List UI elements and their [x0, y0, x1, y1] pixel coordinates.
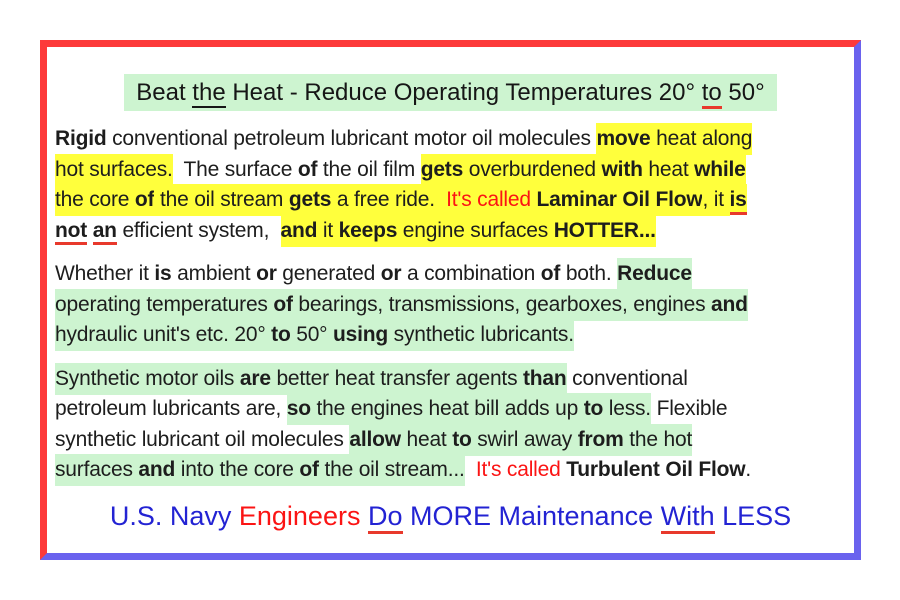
paragraph-reduce-temperatures	[55, 259, 854, 351]
paragraph-turbulent-oil-flow	[55, 364, 854, 486]
text-run: ambient	[171, 262, 257, 285]
text-line	[55, 155, 854, 186]
text-run: of	[299, 454, 318, 486]
text-line	[55, 364, 854, 395]
text-run: Synthetic motor oils	[55, 363, 240, 395]
text-run: are	[240, 363, 271, 395]
text-run: bearings, transmissions, gearboxes, engines	[293, 289, 711, 321]
title-highlight-text	[124, 74, 776, 111]
text-run: from	[578, 424, 624, 456]
text-run: the oil film	[317, 157, 421, 181]
text-run: MORE Maintenance	[402, 500, 661, 531]
text-run: than	[523, 363, 567, 395]
text-run: of	[297, 157, 318, 181]
text-run: efficient system,	[116, 218, 281, 242]
text-run: with	[602, 154, 643, 186]
text-run: U.S. Navy	[109, 500, 239, 531]
text-run: and	[281, 215, 318, 247]
text-run: surfaces	[55, 454, 138, 486]
text-run: 50°	[721, 79, 765, 106]
text-line	[55, 259, 854, 290]
text-run: the core	[55, 184, 135, 216]
text-run: conventional	[566, 366, 688, 390]
text-run: or	[380, 262, 402, 285]
text-run: into the core	[175, 454, 299, 486]
text-run: heat along	[651, 123, 753, 155]
text-run: keeps	[339, 215, 398, 247]
text-run	[87, 219, 93, 242]
text-run: Beat	[136, 79, 193, 106]
text-run: a combination	[401, 262, 541, 285]
text-line	[55, 216, 854, 247]
text-run: hot surfaces.	[55, 154, 173, 186]
text-run: a free ride.	[331, 184, 446, 216]
text-run: It's called	[446, 184, 536, 216]
text-run: to	[702, 79, 722, 109]
text-run: less.	[603, 393, 651, 425]
text-run: gets	[289, 184, 331, 216]
text-run: Rigid	[55, 127, 107, 150]
text-run: synthetic lubricants.	[388, 319, 574, 351]
text-run: using	[333, 319, 388, 351]
text-run: to	[271, 319, 290, 351]
text-run: petroleum lubricants are,	[55, 397, 287, 420]
text-run: Engineers	[238, 500, 361, 531]
double-color-border-frame	[40, 40, 861, 560]
text-run: better heat transfer agents	[271, 363, 523, 395]
text-run: the oil stream	[154, 184, 289, 216]
text-run: Turbulent Oil Flow	[566, 458, 746, 481]
text-run: HOTTER...	[554, 215, 656, 247]
text-line	[55, 394, 854, 425]
text-run: overburdened	[463, 154, 601, 186]
text-run: while	[694, 154, 746, 186]
text-run: Do	[368, 501, 403, 534]
text-run: is	[730, 184, 747, 215]
text-run: to	[584, 393, 603, 425]
text-run: the oil stream...	[319, 454, 465, 486]
text-run: allow	[349, 424, 401, 456]
text-run: The surface	[172, 157, 298, 181]
text-run: the	[192, 79, 226, 106]
text-run: synthetic lubricant oil molecules	[55, 427, 350, 451]
text-run: of	[273, 289, 292, 321]
text-line	[55, 425, 854, 456]
text-run: it	[317, 215, 338, 247]
text-run: 50°	[291, 319, 333, 351]
text-run: heat	[643, 154, 694, 186]
text-run: Flexible	[650, 397, 728, 420]
text-line	[55, 124, 854, 155]
text-run: so	[287, 393, 311, 425]
text-run: generated	[276, 262, 381, 285]
text-run: Whether it	[55, 262, 155, 285]
page-title	[55, 74, 846, 111]
text-run: , it	[702, 184, 729, 216]
text-run: the engines heat bill adds up	[311, 393, 584, 425]
text-run	[360, 501, 368, 531]
footer-slogan	[55, 499, 846, 533]
text-run: swirl away	[472, 424, 578, 456]
text-run: heat	[401, 424, 452, 456]
paragraph-laminar-oil-flow	[55, 124, 854, 246]
text-run: the hot	[624, 424, 692, 456]
text-run: or	[256, 262, 277, 285]
text-run: to	[452, 424, 471, 456]
text-run: .	[745, 458, 752, 481]
text-run: not	[55, 219, 87, 245]
text-line	[55, 290, 854, 321]
text-run: an	[93, 219, 117, 245]
text-run: It's called	[475, 458, 567, 481]
text-run: With	[661, 501, 715, 534]
text-run: Laminar Oil Flow	[536, 184, 702, 216]
text-line	[55, 320, 854, 351]
text-run: and	[138, 454, 175, 486]
text-run: of	[135, 184, 154, 216]
text-run: of	[540, 262, 561, 285]
text-run: is	[154, 262, 172, 285]
text-run: LESS	[714, 500, 792, 531]
text-run: move	[596, 123, 650, 155]
text-line	[55, 185, 854, 216]
text-run: conventional petroleum lubricant motor oil molecules	[106, 127, 597, 150]
text-line	[55, 455, 854, 486]
text-run: engine surfaces	[397, 215, 554, 247]
text-run: both.	[560, 262, 618, 285]
text-run: gets	[421, 154, 463, 186]
text-run: hydraulic unit's etc. 20°	[55, 319, 271, 351]
text-run: Heat - Reduce Operating Temperatures 20°	[225, 79, 702, 106]
text-run: operating temperatures	[55, 289, 273, 321]
text-run: and	[711, 289, 748, 321]
text-run: Reduce	[617, 258, 692, 290]
text-run	[465, 458, 476, 481]
